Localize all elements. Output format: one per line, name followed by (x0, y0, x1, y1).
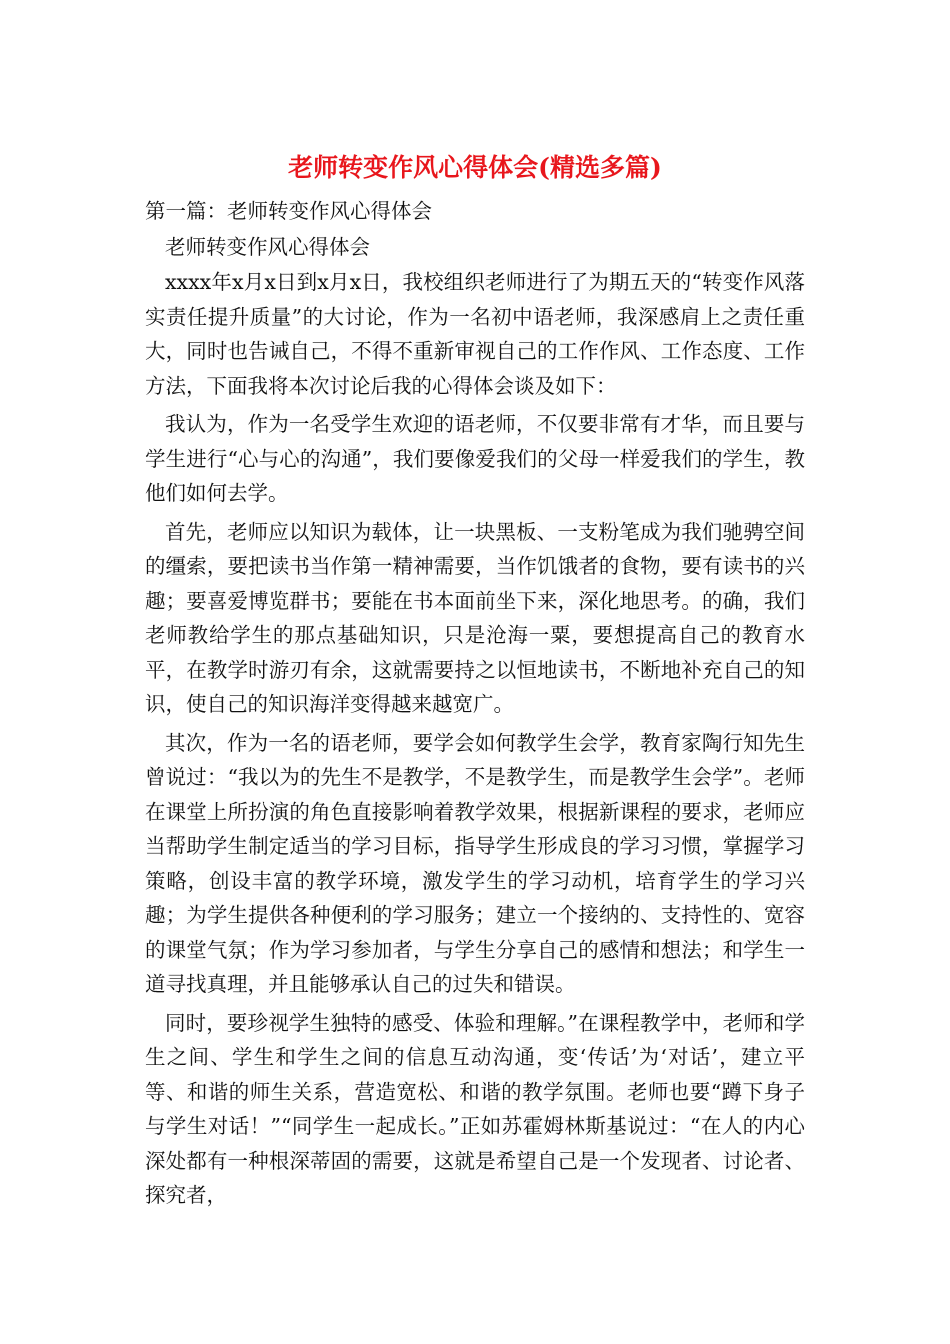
paragraph: xxxx年x月x日到x月x日，我校组织老师进行了为期五天的“转变作风落实责任提升质量”的大讨论，作为一名初中语老师，我深感肩上之责任重大，同时也告诫自己，不得不重新审视自己的工作作风、工作态度、工作方法，下面我将本次讨论后我的心得体会谈及如下： (145, 270, 805, 398)
paragraph: 我认为，作为一名受学生欢迎的语老师，不仅要非常有才华，而且要与学生进行“心与心的沟通”，我们要像爱我们的父母一样爱我们的学生，教他们如何去学。 (145, 412, 805, 505)
document-body (145, 193, 805, 1217)
paragraph: 其次，作为一名的语老师，要学会如何教学生会学，教育家陶行知先生曾说过：“我以为的先生不是教学，不是教学生，而是教学生会学”。老师在课堂上所扮演的角色直接影响着教学效果，根据新课程的要求，老师应当帮助学生制定适当的学习目标，指导学生形成良的学习习惯，掌握学习策略，创设丰富的教学环境，激发学生的学习动机，培育学生的学习兴趣；为学生提供各种便利的学习服务；建立一个接纳的、支持性的、宽容的课堂气氛；作为学习参加者，与学生分享自己的感情和想法；和学生一道寻找真理，并且能够承认自己的过失和错误。 (145, 730, 805, 996)
section-heading: 第一篇：老师转变作风心得体会 (145, 199, 432, 223)
paragraph: 同时，要珍视学生独特的感受、体验和理解。”在课程教学中，老师和学生之间、学生和学生之间的信息互动沟通，变‘传话’为‘对话’，建立平等、和谐的师生关系，营造宽松、和谐的教学氛围。老师也要“蹲下身子与学生对话！”“同学生一起成长。”正如苏霍姆林斯基说过：“在人的内心深处都有一种根深蒂固的需要，这就是希望自己是一个发现者、讨论者、探究者， (145, 1010, 805, 1207)
sub-heading: 老师转变作风心得体会 (165, 235, 370, 259)
document-title: 老师转变作风心得体会(精选多篇) (288, 153, 662, 182)
paragraph: 首先，老师应以知识为载体，让一块黑板、一支粉笔成为我们驰骋空间的缰索，要把读书当作第一精神需要，当作饥饿者的食物，要有读书的兴趣；要喜爱博览群书；要能在书本面前坐下来，深化地思考。的确，我们老师教给学生的那点基础知识，只是沧海一粟，要想提高自己的教育水平，在教学时游刃有余，这就需要持之以恒地读书，不断地补充自己的知识，使自己的知识海洋变得越来越宽广。 (145, 519, 805, 716)
